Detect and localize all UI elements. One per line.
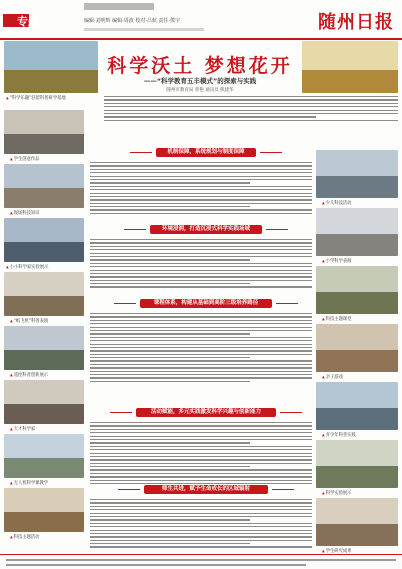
caption-left-2: ▲ 现场科技知识: [10, 210, 39, 216]
photo-left-7: [4, 434, 84, 478]
photo-left-4: [4, 272, 84, 316]
photo-left-6: [4, 380, 84, 424]
section-banner-2: 环境浸润，打造沉浸式科学实践场域: [150, 225, 262, 234]
caption-right-3: ▲ 科技主题课堂: [322, 316, 351, 322]
caption-top-left: ▲ “科学乐趣”驻留科普研学基地: [6, 95, 66, 101]
edition-line: [84, 3, 154, 10]
photo-right-2: [316, 208, 398, 256]
caption-right-7: ▲ 学生研究成果: [322, 548, 351, 554]
section-banner-4: 活动赋能，多元实践激发科学兴趣与创新能力: [136, 408, 276, 417]
page-footer: [0, 554, 402, 569]
caption-right-4: ▲ 亲子游戏: [322, 374, 343, 380]
photo-right-4: [316, 324, 398, 372]
photo-right-5: [316, 382, 398, 430]
caption-right-6: ▲ 科学实验展示: [322, 490, 351, 496]
photo-top-right: [302, 41, 398, 93]
headline: 科学沃土 梦想花开: [107, 55, 293, 77]
photo-right-1: [316, 150, 398, 198]
photo-left-1: [4, 110, 84, 154]
photo-right-6: [316, 440, 398, 488]
section-4-text: [90, 422, 312, 486]
photo-left-5: [4, 326, 84, 370]
photo-right-7: [316, 498, 398, 546]
section-1-text: [90, 162, 312, 216]
section-label: 专题: [17, 15, 39, 28]
caption-right-5: ▲ 青少年科普实践: [322, 432, 356, 438]
section-banner-3: 课程体系，构建从基础到高阶三级培养路径: [140, 299, 272, 308]
section-3-text: [90, 313, 312, 384]
section-banner-5: 师生共进，赋予生命成长的区域辐射: [144, 485, 268, 494]
caption-left-7: ▲ 无人机科学课教学: [10, 480, 48, 486]
header-subline: [84, 28, 204, 31]
caption-left-3: ▲ 小小科学家实验展示: [6, 264, 48, 270]
editor-line: 编辑·刘明辉 编辑·周波 校对·吕航 责任·熊宇: [84, 18, 181, 24]
caption-right-1: ▲ 少儿科技活动: [322, 200, 351, 206]
page-header: [0, 0, 402, 40]
caption-right-2: ▲ 小学科学表演: [322, 258, 351, 264]
masthead: 随州日报: [318, 12, 394, 33]
photo-left-8: [4, 488, 84, 532]
caption-left-4: ▲ “纸飞机”科普表演: [10, 318, 48, 324]
byline: 随州市教育局 曾艳 通讯员 熊建华: [166, 88, 234, 93]
intro-text: [104, 96, 398, 123]
caption-left-6: ▲ 天才科学家: [10, 426, 35, 432]
caption-left-8: ▲ 科技主题活动: [10, 534, 39, 540]
photo-left-2: [4, 164, 84, 208]
subheadline: ——“科学教育五丰模式”的探索与实践: [143, 77, 257, 85]
caption-left-5: ▲ 遥控科普创新展示: [10, 372, 48, 378]
section-2-text: [90, 239, 312, 290]
photo-right-3: [316, 266, 398, 314]
section-banner-1: 机制保障，系统规划与制度保障: [156, 148, 256, 157]
photo-top-left: [4, 41, 98, 93]
section-5-text: [90, 499, 312, 550]
caption-left-1: ▲ 学生创意作品: [10, 156, 39, 162]
photo-left-3: [4, 218, 84, 262]
